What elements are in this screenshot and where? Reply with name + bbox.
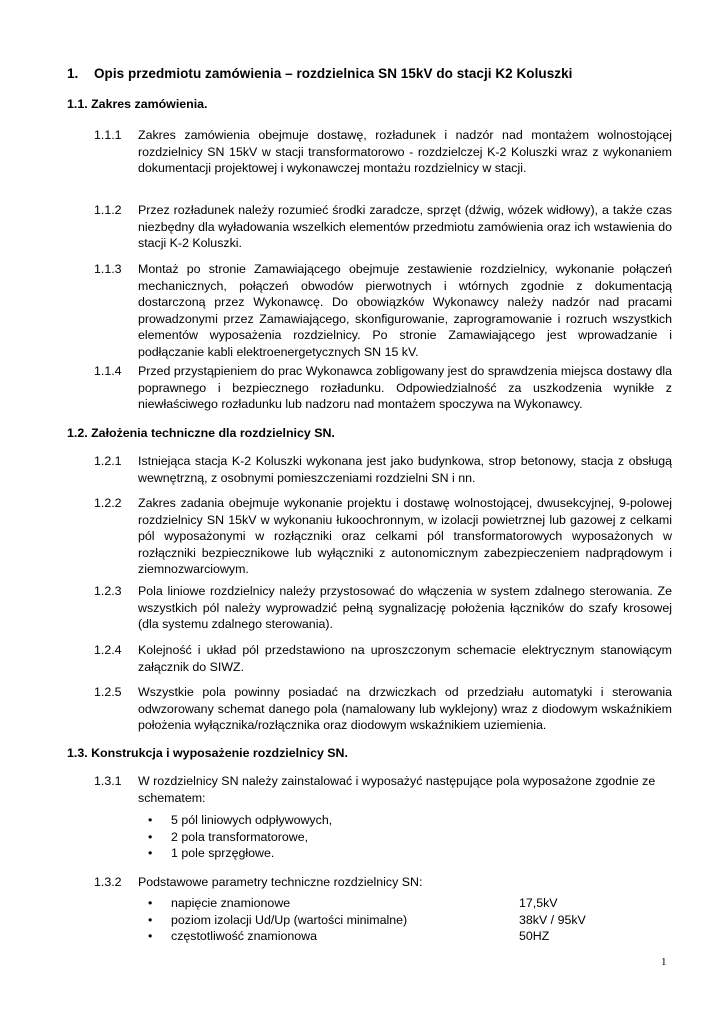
paragraph-text: Pola liniowe rozdzielnicy należy przystosować do włączenia w system zdalnego sterowania. Ze wszystkich pól należy wyprowadzić pełną sygnalizację położenia łączników do szafy krosowej (dla systemu zdalnego sterowania). — [138, 584, 672, 631]
parameter-label: poziom izolacji Ud/Up (wartości minimalne) — [171, 912, 408, 927]
paragraph — [94, 583, 672, 633]
section-heading: 1.3. Konstrukcja i wyposażenie rozdzielnicy SN. — [67, 746, 348, 760]
paragraph-number: 1.2.3 — [94, 584, 122, 598]
paragraph-text: Zakres zadania obejmuje wykonanie projektu i dostawę wolnostojącej, dwusekcyjnej, 9-polowej rozdzielnicy SN 15kV w wykonaniu łukoochronnym, w izolacji powietrznej lub gazowej z celkami pól wyposażonymi w rozłączniki oraz celkami pól transformatorowych wyposażonych w rozłączniki bezpiecznikowe lub wyłączniki z autonomicznym zabezpieczeniem nadprądowym i ziemnozwarciowym. — [138, 496, 672, 576]
section-heading: 1.2. Założenia techniczne dla rozdzielnicy SN. — [67, 426, 335, 440]
paragraph-number: 1.3.1 — [94, 774, 122, 788]
paragraph — [94, 261, 672, 360]
paragraph-text: Montaż po stronie Zamawiającego obejmuje zestawienie rozdzielnicy, wykonanie połączeń mechanicznych, połączeń obwodów pierwotnych i wtórnych zgodnie z dokumentacją dostarczoną przez Wykonawcę. Do obowiązków Wykonawcy należy nadzór nad pracami prowadzonymi przez Zamawiającego, skonfigurowanie, zaprogramowanie i rozruch wszystkich elementów wyposażenia rozdzielnicy. Po stronie Zamawiającego jest wprowadzanie i podłączanie kabli elektroenergetycznych SN 15 kV. — [138, 262, 672, 359]
parameter-list — [148, 895, 586, 945]
paragraph-number: 1.2.1 — [94, 454, 122, 468]
paragraph-number: 1.1.1 — [94, 128, 122, 142]
paragraph — [94, 453, 672, 486]
paragraph-number: 1.1.3 — [94, 262, 122, 276]
paragraph-number: 1.1.4 — [94, 364, 122, 378]
page-title — [67, 66, 572, 81]
parameter-value: 50HZ — [519, 929, 550, 943]
paragraph — [94, 773, 672, 806]
page-number: 1 — [661, 956, 667, 968]
title-text: Opis przedmiotu zamówienia – rozdzielnica SN 15kV do stacji K2 Koluszki — [94, 66, 573, 81]
paragraph — [94, 127, 672, 177]
parameter-row — [148, 928, 550, 945]
list-item: • 2 pola transformatorowe, — [148, 829, 332, 846]
paragraph-text: W rozdzielnicy SN należy zainstalować i wyposażyć następujące pola wyposażone zgodnie ze schematem: — [138, 774, 656, 805]
field-list — [148, 812, 332, 862]
paragraph-number: 1.1.2 — [94, 203, 122, 217]
paragraph — [94, 202, 672, 252]
paragraph — [94, 874, 672, 891]
parameter-value: 38kV / 95kV — [519, 912, 586, 927]
paragraph-text: Przez rozładunek należy rozumieć środki zaradcze, sprzęt (dźwig, wózek widłowy), a także czas niezbędny dla wyładowania wszelkich elementów przedmiotu zamówienia oraz ich wstawienia do stacji K-2 Koluszki. — [138, 203, 672, 250]
paragraph-number: 1.2.4 — [94, 643, 122, 657]
paragraph-text: Kolejność i układ pól przedstawiono na uproszczonym schemacie elektrycznym stanowiącym załącznik do SIWZ. — [138, 643, 672, 674]
paragraph-text: Podstawowe parametry techniczne rozdzielnicy SN: — [138, 875, 423, 889]
parameter-row — [148, 895, 558, 912]
parameter-label: napięcie znamionowe — [171, 896, 291, 910]
parameter-label: częstotliwość znamionowa — [171, 929, 317, 943]
parameter-row — [148, 912, 586, 929]
paragraph-number: 1.2.2 — [94, 496, 122, 510]
paragraph — [94, 363, 672, 413]
paragraph-text: Istniejąca stacja K-2 Koluszki wykonana jest jako budynkowa, strop betonowy, stacja z obsługą wewnętrzną, z osobnymi pomieszczeniami rozdzielni SN i nn. — [138, 454, 672, 485]
paragraph-text: Przed przystąpieniem do prac Wykonawca zobligowany jest do sprawdzenia miejsca dostawy dla poprawnego i bezpiecznego rozładunku. Odpowiedzialność za uszkodzenia wynikłe z niewłaściwego rozładunku lub nadzoru nad montażem spoczywa na Wykonawcy. — [138, 364, 672, 411]
list-item: • 5 pól liniowych odpływowych, — [148, 812, 332, 829]
paragraph — [94, 684, 672, 734]
paragraph-number: 1.2.5 — [94, 685, 122, 699]
paragraph-number: 1.3.2 — [94, 875, 122, 889]
list-item: • 1 pole sprzęgłowe. — [148, 845, 332, 862]
paragraph — [94, 642, 672, 675]
parameter-value: 17,5kV — [519, 896, 558, 910]
section-heading: 1.1. Zakres zamówienia. — [67, 97, 208, 111]
title-number: 1. — [67, 66, 79, 81]
paragraph — [94, 495, 672, 578]
paragraph-text: Wszystkie pola powinny posiadać na drzwiczkach od przedziału automatyki i sterowania odwzorowany schemat danego pola (namalowany lub wyklejony) wraz z diodowym wskaźnikiem położenia wyłącznika/rozłącznika oraz diodowym wskaźnikiem uziemienia. — [138, 685, 672, 732]
paragraph-text: Zakres zamówienia obejmuje dostawę, rozładunek i nadzór nad montażem wolnostojącej rozdzielnicy SN 15kV w stacji transformatorowo - rozdzielczej K-2 Koluszki wraz z wykonaniem dokumentacji projektowej i wykonawczej montażu rozdzielnicy w stacji. — [138, 128, 672, 175]
